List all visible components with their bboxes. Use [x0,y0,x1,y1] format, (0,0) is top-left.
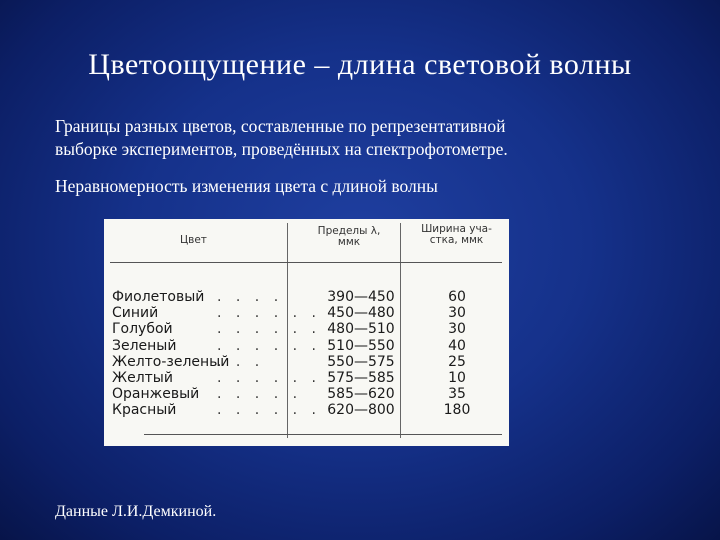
leader-dots: . . . . [217,289,284,305]
header-range [304,226,394,248]
wavelength-range: 620—800 [327,402,395,419]
wavelength-range: 510—550 [327,337,395,354]
intro-line-2: выборке экспериментов, проведённых на спектрофотометре. [55,139,508,159]
leader-dots: . . . . . . [217,337,321,354]
color-name: Голубой [112,321,173,338]
source-note: Данные Л.И.Демкиной. [55,503,217,520]
leader-dots: . . . . . . [217,402,321,419]
band-width: 40 [448,337,466,354]
header-width-line2: стка, ммк [429,234,484,246]
bottom-rule [144,434,502,435]
wavelength-range: 390—450 [327,289,395,305]
header-color: Цвет [180,234,207,246]
band-width: 30 [448,305,466,322]
header-width-line1: Ширина уча- [421,223,492,235]
band-width: 60 [448,289,466,305]
intro-line-1: Границы разных цветов, составленные по репрезентативной [55,116,506,136]
wavelength-range: 585—620 [327,386,395,403]
color-name: Синий [112,305,159,322]
band-width: 25 [448,353,466,370]
wavelength-range: 550—575 [327,353,395,370]
color-name: Красный [112,402,177,419]
leader-dots: . . . . . . [217,321,321,338]
color-name: Желтый [112,369,173,386]
wavelength-range: 575—585 [327,369,395,386]
band-width: 30 [448,321,466,338]
wavelength-range: 480—510 [327,321,395,338]
band-width: 180 [443,402,471,419]
wavelength-range: 450—480 [327,305,395,322]
color-name: Оранжевый [112,386,200,403]
band-width: 10 [448,369,466,386]
header-range-line1: Пределы λ, [317,225,381,237]
leader-dots: . . . . . . [217,369,321,386]
header-width [404,224,509,246]
header-range-line2: ммк [337,236,361,248]
color-wavelength-table [104,219,509,446]
color-name: Желто-зеленый [112,353,230,370]
header-rule [110,262,502,263]
leader-dots: . . . . . . [217,305,321,322]
leader-dots: . . . [217,353,265,370]
color-name: Фиолетовый [112,289,205,305]
color-name: Зеленый [112,337,177,354]
subheading-paragraph: Неравномерность изменения цвета с длиной волны [55,176,438,196]
leader-dots: . . . . . [217,386,303,403]
slide-title: Цветоощущение – длина световой волны [88,48,632,81]
intro-paragraph [55,115,655,161]
band-width: 35 [448,386,466,403]
